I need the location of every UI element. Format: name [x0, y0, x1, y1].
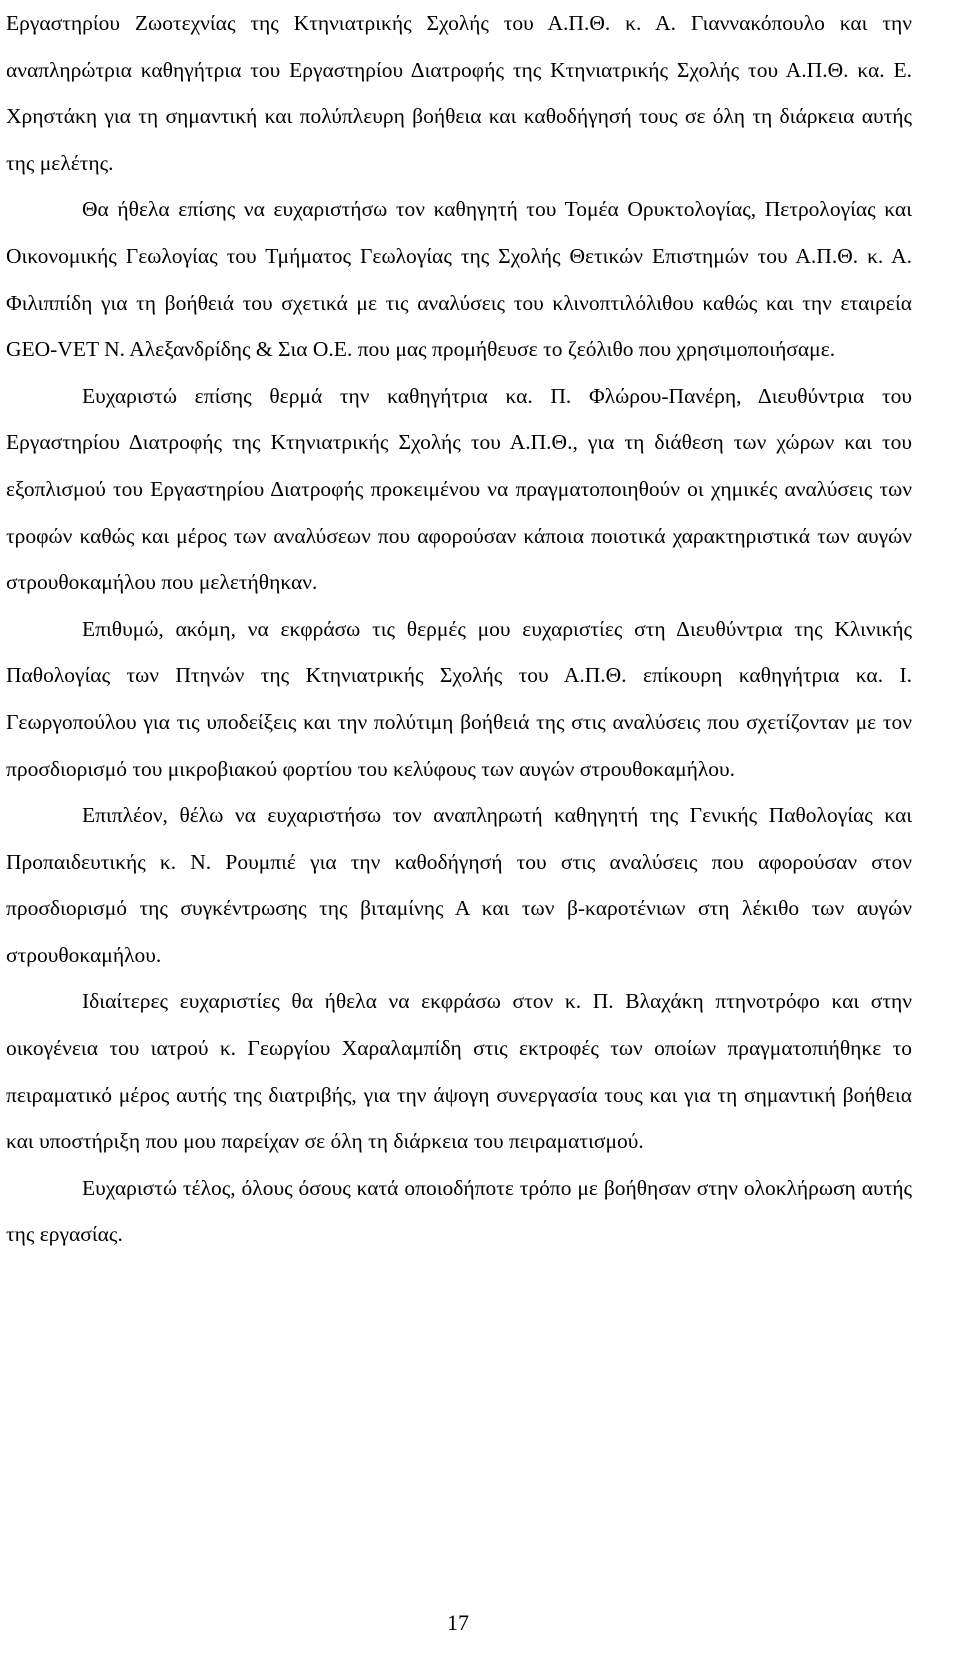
- page-number: 17: [447, 1610, 469, 1635]
- paragraph-nutrition-lab-thanks: Ευχαριστώ επίσης θερμά την καθηγήτρια κα. Π. Φλώρου-Πανέρη, Διευθύντρια του Εργαστηρίου Διατροφής της Κτηνιατρικής Σχολής του Α.Π.Θ., για τη διάθεση των χώρων και του εξοπλισμού του Εργαστηρίου Διατροφής προκειμένου να πραγματοποιηθούν οι χημικές αναλύσεις των τροφών καθώς και μέρος των αναλύσεων που αφορούσαν κάποια ποιοτικά χαρακτηριστικά των αυγών στρουθοκαμήλου που μελετήθηκαν.: [6, 383, 912, 595]
- paragraph-general-pathology-thanks: Επιπλέον, θέλω να ευχαριστήσω τον αναπληρωτή καθηγητή της Γενικής Παθολογίας και Προπαιδευτικής κ. Ν. Ρουμπιέ για την καθοδήγησή του στις αναλύσεις που αφορούσαν στον προσδιορισμό της συγκέντρωσης της βιταμίνης Α και των β-καροτένιων στη λέκιθο των αυγών στρουθοκαμήλου.: [6, 803, 912, 967]
- document-body: [6, 0, 912, 1258]
- paragraph-avian-pathology-thanks: Επιθυμώ, ακόμη, να εκφράσω τις θερμές μου ευχαριστίες στη Διευθύντρια της Κλινικής Παθολογίας των Πτηνών της Κτηνιατρικής Σχολής του Α.Π.Θ. επίκουρη καθηγήτρια κα. Ι. Γεωργοπούλου για τις υποδείξεις και την πολύτιμη βοήθειά της στις αναλύσεις που σχετίζονταν με τον προσδιορισμό του μικροβιακού φορτίου του κελύφους των αυγών στρουθοκαμήλου.: [6, 616, 912, 781]
- paragraph-mineralogy-thanks: Θα ήθελα επίσης να ευχαριστήσω τον καθηγητή του Τομέα Ορυκτολογίας, Πετρολογίας και Οικονομικής Γεωλογίας του Τμήματος Γεωλογίας της Σχολής Θετικών Επιστημών του Α.Π.Θ. κ. Α. Φιλιππίδη για τη βοήθειά του σχετικά με τις αναλύσεις του κλινοπτιλόλιθου καθώς και την εταιρεία GEO-VET Ν. Αλεξανδρίδης & Σια Ο.Ε. που μας προμήθευσε το ζεόλιθο που χρησιμοποιήσαμε.: [6, 197, 912, 362]
- paragraph-closing-thanks: Ευχαριστώ τέλος, όλους όσους κατά οποιοδήποτε τρόπο με βοήθησαν στην ολοκλήρωση αυτής της εργασίας.: [6, 1175, 912, 1247]
- paragraph-continuation: Εργαστηρίου Ζωοτεχνίας της Κτηνιατρικής Σχολής του Α.Π.Θ. κ. Α. Γιαννακόπουλο και την αναπληρώτρια καθηγήτρια του Εργαστηρίου Διατροφής της Κτηνιατρικής Σχολής του Α.Π.Θ. κα. Ε. Χρηστάκη για τη σημαντική και πολύπλευρη βοήθεια και καθοδήγησή τους σε όλη τη διάρκεια αυτής της μελέτης.: [6, 11, 912, 175]
- paragraph-farm-thanks: Ιδιαίτερες ευχαριστίες θα ήθελα να εκφράσω στον κ. Π. Βλαχάκη πτηνοτρόφο και στην οικογένεια του ιατρού κ. Γεωργίου Χαραλαμπίδη στις εκτροφές των οποίων πραγματοπιήθηκε το πειραματικό μέρος αυτής της διατριβής, για την άψογη συνεργασία τους και για τη σημαντική βοήθεια και υποστήριξη που μου παρείχαν σε όλη τη διάρκεια του πειραματισμού.: [6, 989, 912, 1154]
